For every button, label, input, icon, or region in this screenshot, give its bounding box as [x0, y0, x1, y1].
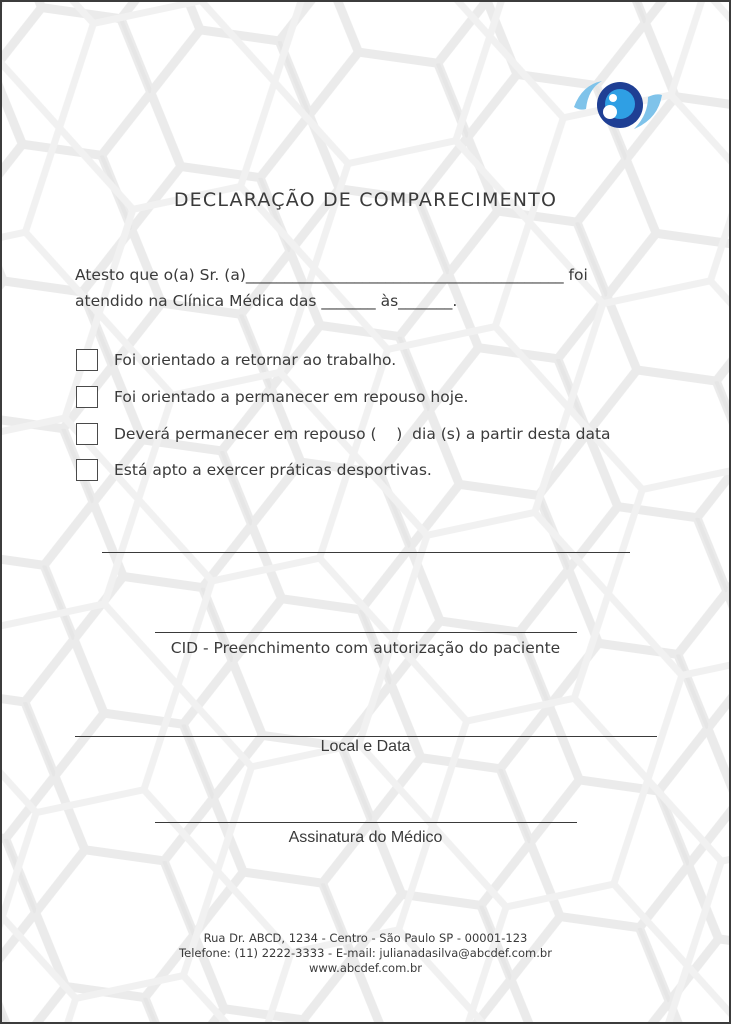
attendance-statement-line1: Atesto que o(a) Sr. (a)_________________________________________ foi — [75, 266, 588, 284]
option-fit-for-sports[interactable] — [76, 457, 432, 483]
option-rest-today[interactable] — [76, 384, 468, 410]
signature-fill-line — [155, 822, 577, 823]
signature-caption: Assinatura do Médico — [288, 829, 443, 846]
cid-caption: CID - Preenchimento com autorização do paciente — [170, 639, 561, 657]
option-label: Foi orientado a permanecer em repouso hoje. — [114, 388, 469, 406]
footer-address: Rua Dr. ABCD, 1234 - Centro - São Paulo SP - 00001-123 — [203, 931, 528, 945]
document-title: DECLARAÇÃO DE COMPARECIMENTO — [173, 189, 558, 211]
eye-logo-icon — [568, 75, 668, 133]
option-label: Deverá permanecer em repouso ( ) dia (s) a partir desta data — [114, 425, 611, 443]
footer — [2, 931, 729, 976]
option-rest-days[interactable] — [76, 421, 611, 447]
option-checkbox[interactable] — [76, 423, 98, 445]
cid-fill-line — [155, 632, 577, 633]
local-date-fill-line — [75, 736, 657, 737]
option-label: Está apto a exercer práticas desportivas. — [114, 461, 432, 479]
option-checkbox[interactable] — [76, 349, 98, 371]
option-label: Foi orientado a retornar ao trabalho. — [114, 351, 397, 369]
footer-contact: Telefone: (11) 2222-3333 - E-mail: julianadasilva@abcdef.com.br — [179, 946, 552, 960]
footer-website: www.abcdef.com.br — [309, 961, 422, 975]
hexagon-background-pattern — [2, 2, 729, 1022]
blank-fill-line — [102, 552, 630, 553]
option-return-to-work[interactable] — [76, 347, 396, 373]
attendance-statement-line2: atendido na Clínica Médica das _______ às_______. — [75, 292, 458, 310]
option-checkbox[interactable] — [76, 459, 98, 481]
option-checkbox[interactable] — [76, 386, 98, 408]
local-date-caption: Local e Data — [320, 738, 411, 755]
